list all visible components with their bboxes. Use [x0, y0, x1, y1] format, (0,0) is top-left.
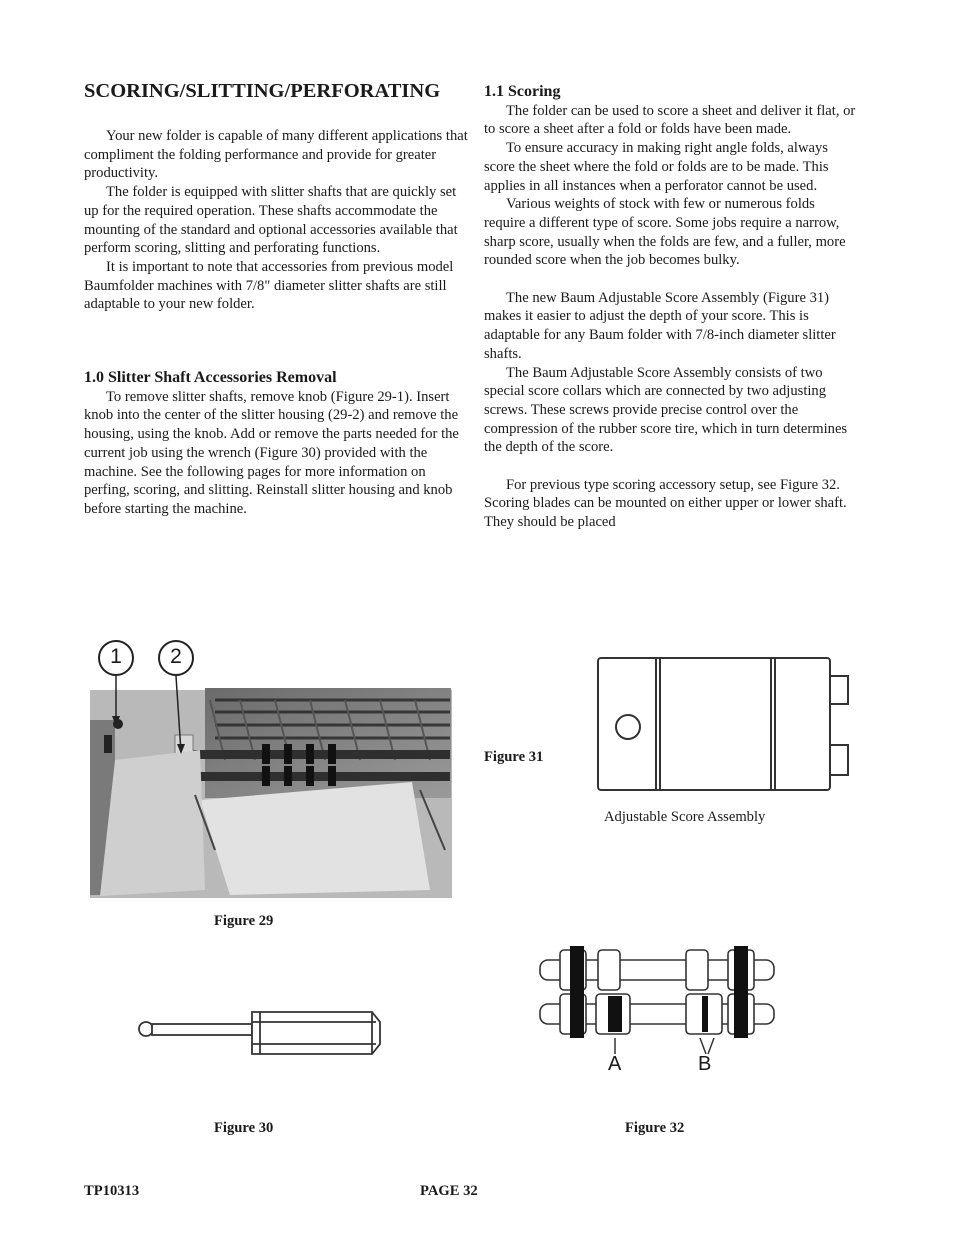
figure-29-callout-1-label: 1	[110, 645, 122, 668]
footer-doc-id: TP10313	[84, 1183, 140, 1199]
scoring-section-title: 1.1 Scoring	[484, 83, 561, 100]
intro-paragraph-3: It is important to note that accessories from previous model Baumfolder machines with 7/8" diameter slitter shafts are still adaptable to your new folder.	[84, 258, 454, 313]
figure-31-label: Adjustable Score Assembly	[604, 809, 766, 825]
intro-paragraph-1: Your new folder is capable of many different applications that compliment the folding performance and provide for greater productivity.	[84, 128, 468, 182]
scoring-paragraph-2: To ensure accuracy in making right angle folds, always score the sheet where the fold or folds are to be made. This applies in all instances when a perforator cannot be used.	[484, 140, 829, 194]
page-title: SCORING/SLITTING/PERFORATING	[84, 80, 441, 102]
figure-30-caption: Figure 30	[214, 1120, 274, 1136]
removal-section-body: To remove slitter shafts, remove knob (Figure 29-1). Insert knob into the center of the slitter housing (29-2) and remove the housing, using the knob. Add or remove the parts needed for the current job using the wrench (Figure 30) provided with the machine. See the following pages for more information on perfing, scoring, and slitting. Reinstall slitter housing and knob before starting the machine.	[84, 388, 459, 517]
removal-section-title: 1.0 Slitter Shaft Accessories Removal	[84, 369, 337, 386]
figure-29-callout-2-label: 2	[170, 645, 182, 668]
scoring-paragraph-1: The folder can be used to score a sheet and deliver it flat, or to score a sheet after a fold or folds have been made.	[484, 102, 856, 138]
scoring-paragraph-3: Various weights of stock with few or numerous folds require a different type of score. Some jobs require a narrow, sharp score, usually when the folds are few, and a fuller, more rounded score when the job becomes bulky.	[484, 196, 846, 269]
scoring-paragraph-6: For previous type scoring accessory setup, see Figure 32. Scoring blades can be mounted on either upper or lower shaft. They should be placed	[484, 476, 847, 531]
scoring-paragraph-5: The Baum Adjustable Score Assembly consists of two special score collars which are connected by two adjusting screws. These screws provide precise control over the compression of the rubber score tire, which in turn determines the depth of the score.	[484, 364, 848, 456]
figure-32-label-a: A	[608, 1053, 622, 1075]
figure-32-label-b: B	[698, 1053, 712, 1075]
scoring-paragraph-4: The new Baum Adjustable Score Assembly (Figure 31) makes it easier to adjust the depth of your score. This is adaptable for any Baum folder with 7/8-inch diameter slitter shafts.	[484, 289, 836, 362]
intro-paragraph-2: The folder is equipped with slitter shafts that are quickly set up for the required operation. These shafts accommodate the mounting of the standard and optional accessories available that perform scoring, slitting and perforating functions.	[84, 184, 458, 257]
figure-31-caption: Figure 31	[484, 749, 544, 765]
figure-29-caption: Figure 29	[214, 913, 274, 929]
figure-32-caption: Figure 32	[625, 1120, 685, 1136]
footer-page-number: PAGE 32	[420, 1183, 478, 1199]
